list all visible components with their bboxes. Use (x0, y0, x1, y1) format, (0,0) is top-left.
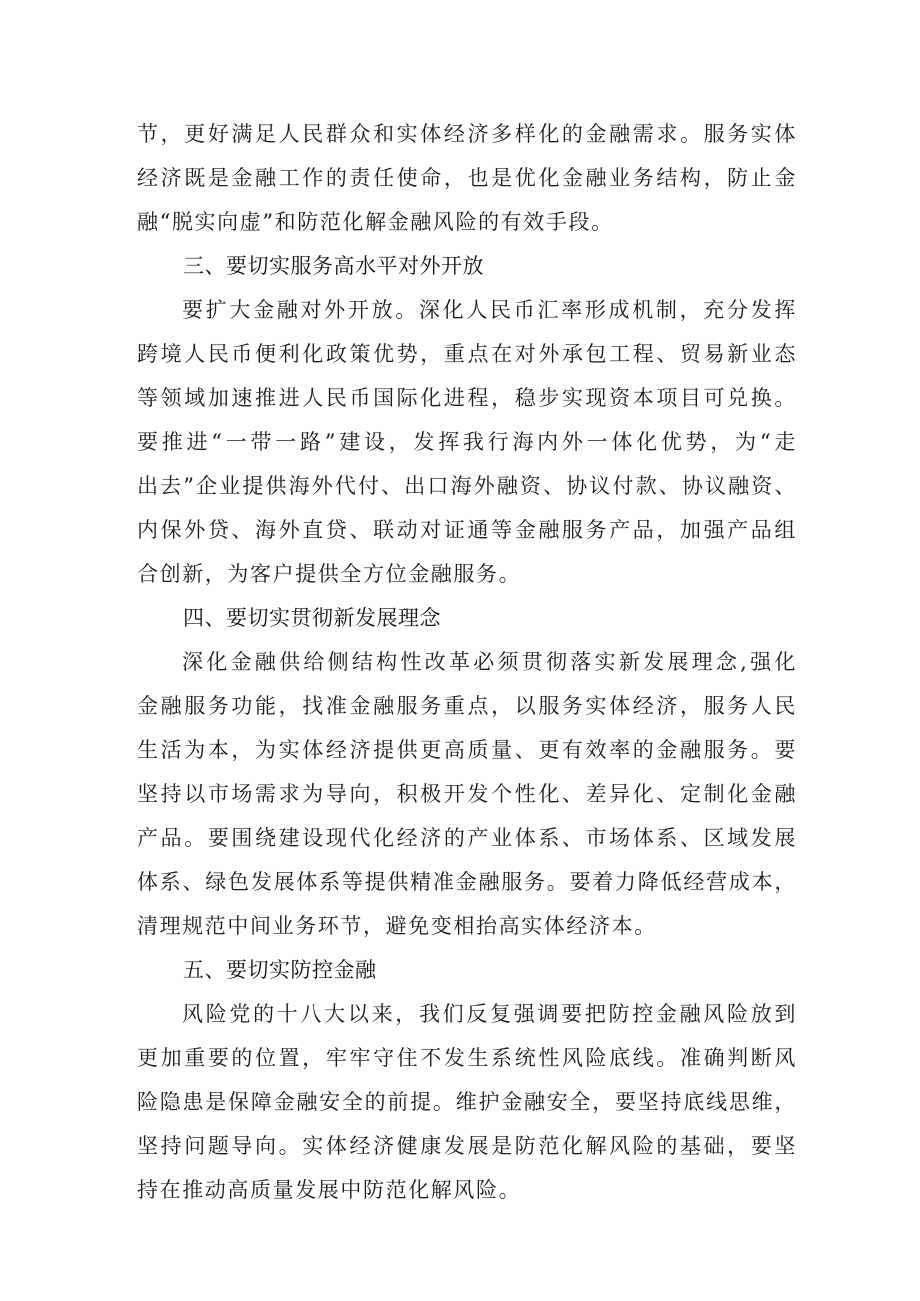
paragraph-line: 深化金融供给侧结构性改革必须贯彻落实新发展理念,强化 (182, 650, 797, 674)
section-four (137, 596, 797, 948)
paragraph-line: 要扩大金融对外开放。深化人民币汇率形成机制，充分发挥 (182, 298, 797, 322)
paragraph-line: 合创新，为客户提供全方位金融服务。 (137, 562, 522, 586)
paragraph-line: 融“脱实向虚”和防范化解金融风险的有效手段。 (137, 210, 614, 234)
paragraph-line: 等领域加速推进人民币国际化进程，稳步实现资本项目可兑换。 (137, 386, 797, 410)
paragraph-line: 风险党的十八大以来，我们反复强调要把防控金融风险放到 (182, 1002, 797, 1026)
paragraph-line: 内保外贷、海外直贷、联动对证通等金融服务产品，加强产品组 (137, 518, 797, 542)
paragraph-line: 节，更好满足人民群众和实体经济多样化的金融需求。服务实体 (137, 122, 797, 146)
section-three (137, 244, 797, 596)
paragraph-line: 更加重要的位置，牢牢守住不发生系统性风险底线。准确判断风 (137, 1046, 797, 1070)
section-five (137, 948, 797, 1212)
paragraph-line: 出去”企业提供海外代付、出口海外融资、协议付款、协议融资、 (137, 474, 797, 498)
paragraph-line: 生活为本，为实体经济提供更高质量、更有效率的金融服务。要 (137, 738, 797, 762)
paragraph-line: 体系、绿色发展体系等提供精准金融服务。要着力降低经营成本， (137, 870, 797, 894)
section-heading: 四、要切实贯彻新发展理念 (183, 606, 441, 630)
paragraph-line: 跨境人民币便利化政策优势，重点在对外承包工程、贸易新业态 (137, 342, 797, 366)
intro-paragraph (137, 112, 797, 244)
paragraph-line: 坚持问题导向。实体经济健康发展是防范化解风险的基础，要坚 (137, 1134, 797, 1158)
paragraph-line: 清理规范中间业务环节，避免变相抬高实体经济本。 (137, 914, 657, 938)
paragraph-line: 经济既是金融工作的责任使命，也是优化金融业务结构，防止金 (137, 166, 797, 190)
document-body (137, 112, 797, 1212)
section-heading: 五、要切实防控金融 (183, 958, 377, 982)
paragraph-line: 产品。要围绕建设现代化经济的产业体系、市场体系、区域发展 (137, 826, 797, 850)
paragraph-line: 要推进“一带一路”建设，发挥我行海内外一体化优势，为“走 (137, 430, 797, 454)
paragraph-line: 险隐患是保障金融安全的前提。维护金融安全，要坚持底线思维， (137, 1090, 797, 1114)
paragraph-line: 持在推动高质量发展中防范化解风险。 (137, 1178, 522, 1202)
paragraph-line: 金融服务功能，找准金融服务重点，以服务实体经济，服务人民 (137, 694, 797, 718)
paragraph-line: 坚持以市场需求为导向，积极开发个性化、差异化、定制化金融 (137, 782, 797, 806)
section-heading: 三、要切实服务高水平对外开放 (183, 254, 484, 278)
